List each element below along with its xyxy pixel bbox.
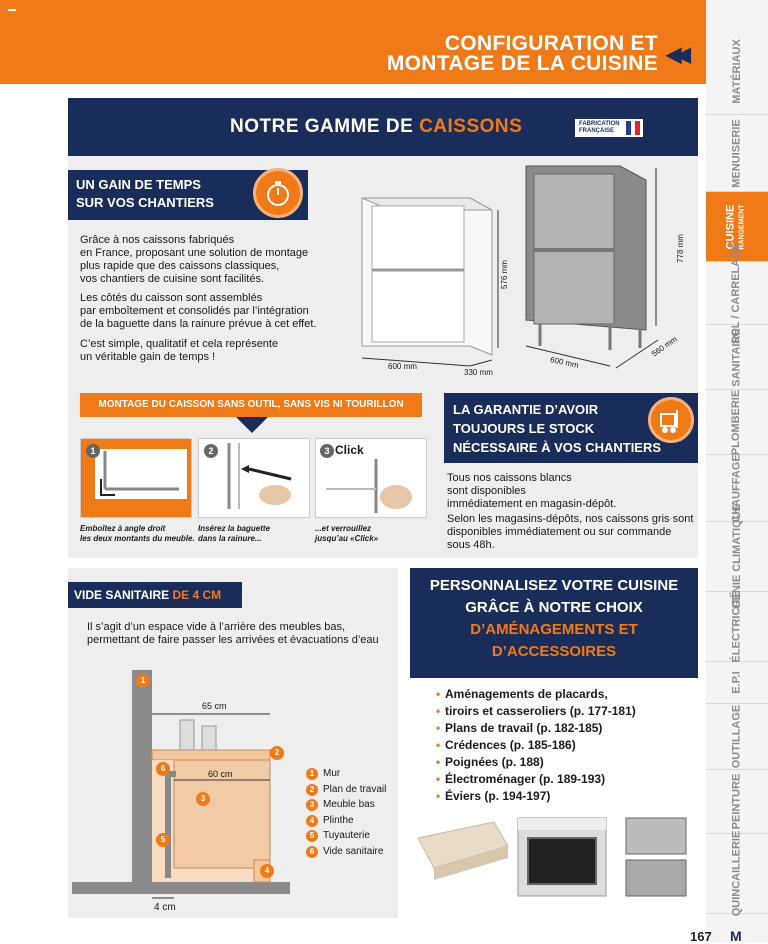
tab-1[interactable]: MATÉRIAUX <box>706 28 768 115</box>
dim-gray-height: 778 mm <box>675 234 685 263</box>
worktop-image <box>414 818 510 890</box>
montage-banner: MONTAGE DU CAISSON SANS OUTIL, SANS VIS NI TOURILLON <box>80 393 422 417</box>
marker-3: 3 <box>196 792 210 806</box>
list-item: • Crédences (p. 185-186) <box>436 737 636 754</box>
stopwatch-icon <box>253 168 303 218</box>
list-item: • Électroménager (p. 189-193) <box>436 771 636 788</box>
legend-item-mur: 1 Mur <box>306 766 340 781</box>
dim-65cm: 65 cm <box>202 701 227 711</box>
pointer-triangle <box>236 417 268 433</box>
dim-4cm: 4 cm <box>154 902 176 913</box>
legend-item-meuble-bas: 3 Meuble bas <box>306 797 375 812</box>
gain-temps-title: UN GAIN DE TEMPS SUR VOS CHANTIERS <box>76 177 214 210</box>
dim-gray-width: 600 mm <box>549 355 580 370</box>
tab-10[interactable]: E.P.I <box>706 662 768 704</box>
decor-dash <box>8 9 16 11</box>
dim-gray-depth: 560 mm <box>650 334 679 359</box>
legend-item-tuyauterie: 5 Tuyauterie <box>306 828 370 843</box>
marker-2: 2 <box>270 746 284 760</box>
tab-11[interactable]: OUTILLAGE <box>706 704 768 770</box>
step-1-number: 1 <box>86 444 100 458</box>
tab-4[interactable]: SOL / CARRELAGE <box>706 262 768 325</box>
marker-1: 1 <box>136 674 150 688</box>
vide-sanitaire-description: Il s’agit d’un espace vide à l’arrière des meubles bas, permettant de faire passer les arrivées et évacuations d’eau <box>87 621 379 646</box>
oven-image <box>516 816 608 898</box>
gamme-title: NOTRE GAMME DE CAISSONS <box>230 116 523 137</box>
page-title-line1: CONFIGURATION ET <box>444 32 658 55</box>
brand-logo: M <box>730 928 742 944</box>
french-flag-icon <box>626 121 640 135</box>
tab-7[interactable]: CHAUFFAGE <box>706 455 768 522</box>
list-item: • Éviers (p. 194-197) <box>436 788 636 805</box>
chevrons-left-icon: ◀◀ <box>666 44 685 66</box>
legend-item-plan-de-travail: 2 Plan de travail <box>306 782 386 797</box>
fabrication-francaise-badge: FABRICATION FRANÇAISE <box>574 118 644 138</box>
page-title <box>387 34 658 74</box>
tab-8[interactable]: GÉNIE CLIMATIQUE <box>706 522 768 592</box>
tab-9[interactable]: ÉLECTRICITÉ <box>706 592 768 662</box>
tab-2[interactable]: MENUISERIE <box>706 115 768 192</box>
click-label: Click <box>335 443 364 457</box>
gain-paragraph-3: C’est simple, qualitatif et cela représente un véritable gain de temps ! <box>80 338 279 363</box>
step-3-caption: ...et verrouillez jusqu’au «Click» <box>315 524 379 543</box>
tab-5[interactable]: SANITAIRE <box>706 325 768 390</box>
forklift-icon <box>648 397 694 443</box>
tab-3[interactable]: CUISINE RANGEMENT <box>706 192 768 262</box>
marker-4: 4 <box>260 864 274 878</box>
dim-white-depth: 330 mm <box>464 368 493 377</box>
list-item: • tiroirs et casseroliers (p. 177-181) <box>436 703 636 720</box>
marker-6: 6 <box>156 762 170 776</box>
step-1-caption: Emboîtez à angle droit les deux montants du meuble. <box>80 524 195 543</box>
garantie-paragraph-2: Selon les magasins-dépôts, nos caissons gris sont disponibles immédiatement ou sur commande sous 48h. <box>447 513 694 551</box>
dim-white-height: 576 mm <box>499 260 509 289</box>
page-title-line2: MONTAGE DE LA CUISINE <box>386 52 658 75</box>
list-item: • Aménagements de placards, <box>436 686 636 703</box>
step-3-number: 3 <box>320 444 334 458</box>
dim-white-width: 600 mm <box>388 362 417 371</box>
dim-60cm: 60 cm <box>208 769 233 779</box>
garantie-box: LA GARANTIE D’AVOIR TOUJOURS LE STOCK NÉCESSAIRE À VOS CHANTIERS <box>444 393 698 463</box>
caissons-illustration <box>340 160 700 385</box>
tab-12[interactable]: PEINTURE <box>706 770 768 834</box>
page-number: 167 <box>690 929 712 944</box>
marker-5: 5 <box>156 833 170 847</box>
accessoires-list <box>436 686 636 805</box>
list-item: • Plans de travail (p. 182-185) <box>436 720 636 737</box>
legend-item-vide-sanitaire: 6 Vide sanitaire <box>306 844 383 859</box>
drawer-basket-image <box>616 812 696 902</box>
step-2-caption: Insérez la baguette dans la rainure... <box>198 524 271 543</box>
garantie-paragraph-1: Tous nos caissons blancs sont disponibles immédiatement en magasin-dépôt. <box>447 472 617 510</box>
list-item: • Poignées (p. 188) <box>436 754 636 771</box>
gain-paragraph-2: Les côtés du caisson sont assemblés par emboîtement et consolidés par l’intégration de la baguette dans la rainure prévue à cet effet. <box>80 292 317 330</box>
personnalisez-box: PERSONNALISEZ VOTRE CUISINE GRÂCE À NOTRE CHOIX D’AMÉNAGEMENTS ET D’ACCESSOIRES <box>410 568 698 678</box>
tab-6[interactable]: PLOMBERIE <box>706 390 768 455</box>
vide-sanitaire-title: VIDE SANITAIRE DE 4 CM <box>68 582 242 608</box>
gain-paragraph-1: Grâce à nos caissons fabriqués en France, proposant une solution de montage plus rapide que des caissons classiques, vos chantiers de cuisine sont facilités. <box>80 234 309 285</box>
legend-item-plinthe: 4 Plinthe <box>306 813 354 828</box>
tab-13[interactable]: QUINCAILLERIE <box>706 834 768 914</box>
step-2-number: 2 <box>204 444 218 458</box>
